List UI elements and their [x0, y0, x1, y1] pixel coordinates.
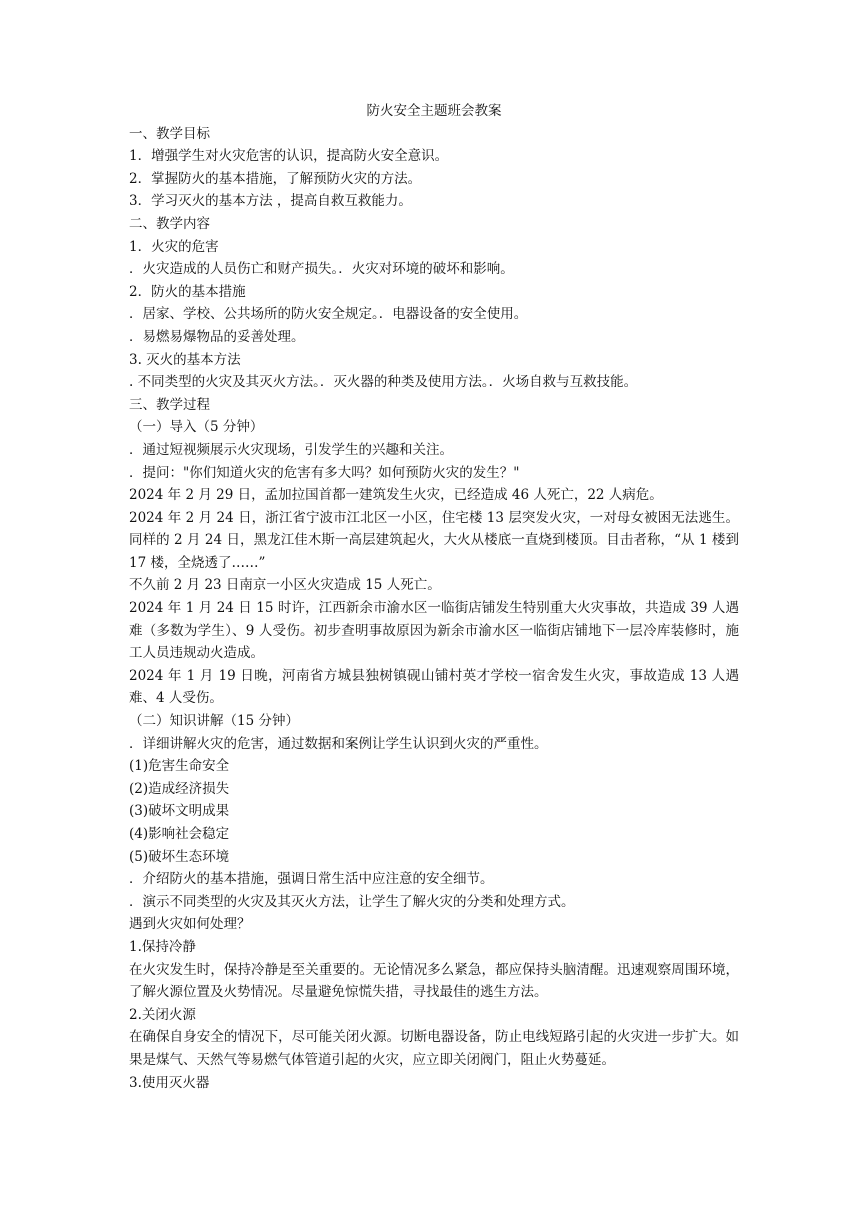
process-item: ．提问："你们知道火灾的危害有多大吗？如何预防火灾的发生？" [129, 464, 520, 481]
case-paragraph: 2024 年 1 月 19 日晚，河南省方城县独树镇砚山铺村英才学校一宿舍发生火灾，事故造成 13 人遇难、4 人受伤。 [129, 667, 739, 707]
question-heading: 遇到火灾如何处理？ [129, 916, 251, 933]
content-subheading: 3. 灭火的基本方法 [129, 351, 241, 368]
content-subheading: 2．防火的基本措施 [129, 283, 246, 300]
hazard-list-item: (5)破坏生态环境 [129, 848, 230, 865]
section-heading-content: 二、教学内容 [129, 215, 210, 232]
objective-item: 2．掌握防火的基本措施，了解预防火灾的方法。 [129, 170, 422, 187]
process-item: ．通过短视频展示火灾现场，引发学生的兴趣和关注。 [129, 441, 453, 458]
process-item: ．介绍防火的基本措施，强调日常生活中应注意的安全细节。 [129, 871, 494, 888]
document-page [129, 100, 739, 1094]
hazard-list-item: (4)影响社会稳定 [129, 826, 230, 842]
case-paragraph: 2024 年 2 月 24 日，浙江省宁波市江北区一小区，住宅楼 13 层突发火灾，一对母女被困无法逃生。同样的 2 月 24 日，黑龙江佳木斯一高层建筑起火，大火从楼底一直烧到楼顶。目击者称，“从 1 楼到 17 楼，全烧透了……” [129, 509, 739, 571]
document-title: 防火安全主题班会教案 [366, 103, 502, 119]
step-paragraph: 在确保自身安全的情况下，尽可能关闭火源。切断电器设备，防止电线短路引起的火灾进一步扩大。如果是煤气、天然气等易燃气体管道引起的火灾，应立即关闭阀门，阻止火势蔓延。 [129, 1029, 739, 1068]
hazard-list-item: (3)破坏文明成果 [129, 803, 230, 820]
process-subheading: （一）导入（5 分钟） [129, 419, 264, 436]
content-item: ．居家、学校、公共场所的防火安全规定。．电器设备的安全使用。 [129, 306, 528, 323]
case-paragraph: 不久前 2 月 23 日南京一小区火灾造成 15 人死亡。 [129, 577, 441, 594]
hazard-list-item: (1)危害生命安全 [129, 758, 230, 775]
case-paragraph: 2024 年 1 月 24 日 15 时许，江西新余市渝水区一临街店铺发生特别重大火灾事故，共造成 39 人遇难（多数为学生）、9 人受伤。初步查明事故原因为新余市渝水区一临街店铺地下一层冷库装修时，施工人员违规动火造成。 [129, 600, 739, 662]
section-heading-process: 三、教学过程 [129, 396, 210, 413]
section-heading-objectives: 一、教学目标 [129, 125, 210, 142]
process-subheading: （二）知识讲解（15 分钟） [129, 713, 299, 730]
process-item: ．演示不同类型的火灾及其灭火方法，让学生了解火灾的分类和处理方式。 [129, 893, 575, 910]
objective-item: 3．学习灭火的基本方法 ，提高自救互救能力。 [129, 193, 412, 210]
process-item: ．详细讲解火灾的危害，通过数据和案例让学生认识到火灾的严重性。 [129, 735, 548, 752]
step-heading: 1.保持冷静 [129, 938, 196, 955]
content-subheading: 1．火灾的危害 [129, 238, 219, 255]
content-item: . 不同类型的火灾及其灭火方法。．灭火器的种类及使用方法。．火场自救与互救技能。 [129, 374, 638, 391]
objective-item: 1．增强学生对火灾危害的认识，提高防火安全意识。 [129, 148, 449, 165]
content-item: ．易燃易爆物品的妥善处理。 [129, 328, 305, 345]
step-heading: 3.使用灭火器 [129, 1074, 210, 1091]
step-paragraph: 在火灾发生时，保持冷静是至关重要的。无论情况多么紧急，都应保持头脑清醒。迅速观察周围环境，了解火源位置及火势情况。尽量避免惊慌失措，寻找最佳的逃生方法。 [129, 961, 739, 1001]
hazard-list-item: (2)造成经济损失 [129, 780, 230, 797]
case-paragraph: 2024 年 2 月 29 日，孟加拉国首都一建筑发生火灾，已经造成 46 人死亡，22 人病危。 [129, 487, 663, 504]
step-heading: 2.关闭火源 [129, 1006, 196, 1023]
content-item: ．火灾造成的人员伤亡和财产损失。．火灾对环境的破坏和影响。 [129, 261, 514, 278]
